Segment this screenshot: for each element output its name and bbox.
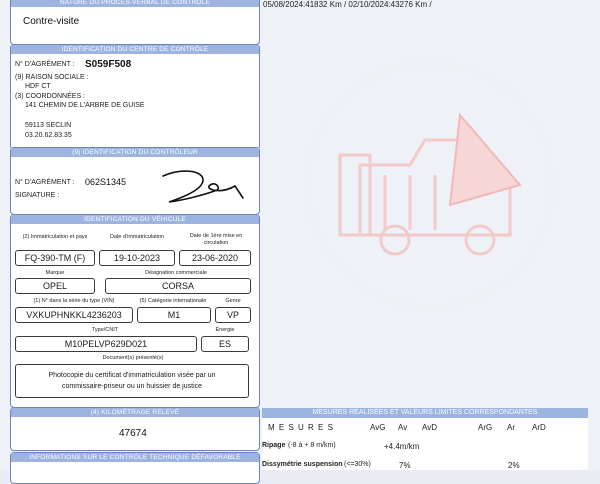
- genre-caption: Genre: [225, 298, 241, 304]
- raison-sociale-value: HDF CT: [25, 83, 51, 90]
- signature-image: [151, 164, 251, 208]
- infos-band: INFORMATIONS SUR LE CONTRÔLE TECHNIQUE DÉFAVORABLE: [11, 453, 259, 462]
- raison-sociale-label: (9) RAISON SOCIALE :: [15, 74, 89, 81]
- mileage-history: 05/08/2024:41832 Km / 02/10/2024:43276 Km /: [263, 0, 432, 9]
- date-immat-field: 19-10-2023: [99, 250, 175, 266]
- energie-caption: Énergie: [215, 327, 235, 333]
- vehicule-box: [10, 214, 260, 408]
- header-avg: AvG: [370, 423, 386, 432]
- vin-caption: (1) N° dans la série du type (VIN): [33, 298, 115, 304]
- nature-value: Contre-visite: [23, 16, 80, 27]
- header-av: Av: [398, 423, 408, 432]
- coordonnees-label: (3) COORDONNÉES :: [15, 93, 86, 100]
- header-arg: ArG: [478, 423, 493, 432]
- address-line-2: 59113 SECLIN: [25, 122, 72, 129]
- ripage-limit: (-8 à + 8 m/km): [288, 442, 336, 449]
- infos-box: [10, 452, 260, 484]
- categorie-field: M1: [137, 307, 211, 323]
- type-caption: Type/CNIT: [91, 327, 119, 333]
- centre-agrement-value: S059F508: [85, 59, 132, 70]
- vehicule-band: IDENTIFICATION DU VÉHICULE: [11, 215, 259, 224]
- docs-caption: Document(s) présenté(s): [102, 355, 164, 361]
- nature-box: [10, 0, 260, 45]
- marque-caption: Marque: [45, 270, 65, 276]
- nature-band: NATURE DU PROCÈS-VERBAL DE CONTRÔLE: [11, 0, 259, 7]
- genre-field: VP: [215, 307, 251, 323]
- controleur-agrement-label: N° D'AGRÉMENT :: [15, 179, 75, 186]
- controleur-band: (9) IDENTIFICATION DU CONTRÔLEUR: [11, 148, 259, 157]
- ripage-value: +4.4m/km: [384, 442, 420, 451]
- centre-box: [10, 44, 260, 150]
- docs-line-2: commissaire-priseur ou un huissier de justice: [61, 383, 203, 390]
- controleur-agrement-value: 062S1345: [85, 177, 127, 187]
- dissymetrie-rear: 2%: [508, 461, 520, 470]
- dissymetrie-front: 7%: [399, 461, 411, 470]
- watermark-logo: [300, 55, 560, 315]
- header-ar: Ar: [507, 423, 515, 432]
- immat-field: FQ-390-TM (F): [15, 250, 95, 266]
- date-immat-caption: Date d'immatriculation: [109, 234, 165, 240]
- centre-band: IDENTIFICATION DU CENTRE DE CONTRÔLE: [11, 45, 259, 54]
- designation-field: CORSA: [105, 278, 251, 294]
- date-first-field: 23-06-2020: [179, 250, 251, 266]
- kilometrage-box: [10, 407, 260, 451]
- mesures-table: [262, 418, 588, 470]
- vin-field: VXKUPHNKKL4236203: [15, 307, 133, 323]
- dissymetrie-label: Dissymétrie suspension: [262, 461, 343, 468]
- mesures-title: M E S U R E S: [268, 423, 334, 432]
- mesures-band: MESURES RÉALISÉES ET VALEURS LIMITES CORRESPONDANTES: [262, 408, 588, 418]
- centre-agrement-label: N° D'AGRÉMENT :: [15, 61, 75, 68]
- marque-field: OPEL: [15, 278, 95, 294]
- type-field: M10PELVP629D021: [15, 336, 197, 352]
- docs-line-1: Photocopie du certificat d'immatriculation visée par un: [48, 372, 216, 379]
- energie-field: ES: [201, 336, 249, 352]
- dissymetrie-limit: (<=30%): [344, 461, 371, 468]
- controleur-box: [10, 147, 260, 215]
- kilometrage-value: 47674: [119, 428, 147, 439]
- signature-label: SIGNATURE :: [15, 192, 60, 199]
- categorie-caption: (5) Catégorie internationale: [139, 298, 207, 304]
- header-ard: ArD: [532, 423, 546, 432]
- docs-field: [15, 364, 249, 398]
- address-line-1: 141 CHEMIN DE L'ARBRE DE GUISE: [25, 102, 145, 109]
- kilometrage-band: (4) KILOMÉTRAGE RELEVÉ: [11, 408, 259, 417]
- date-first-caption: Date de 1ère mise en circulation: [189, 233, 243, 246]
- designation-caption: Désignation commerciale: [145, 270, 207, 276]
- ripage-label: Ripage: [262, 442, 286, 449]
- phone-number: 03.20.62.83.35: [25, 132, 72, 139]
- immat-caption: (2) Immatriculation et pays: [22, 234, 88, 240]
- header-avd: AvD: [422, 423, 437, 432]
